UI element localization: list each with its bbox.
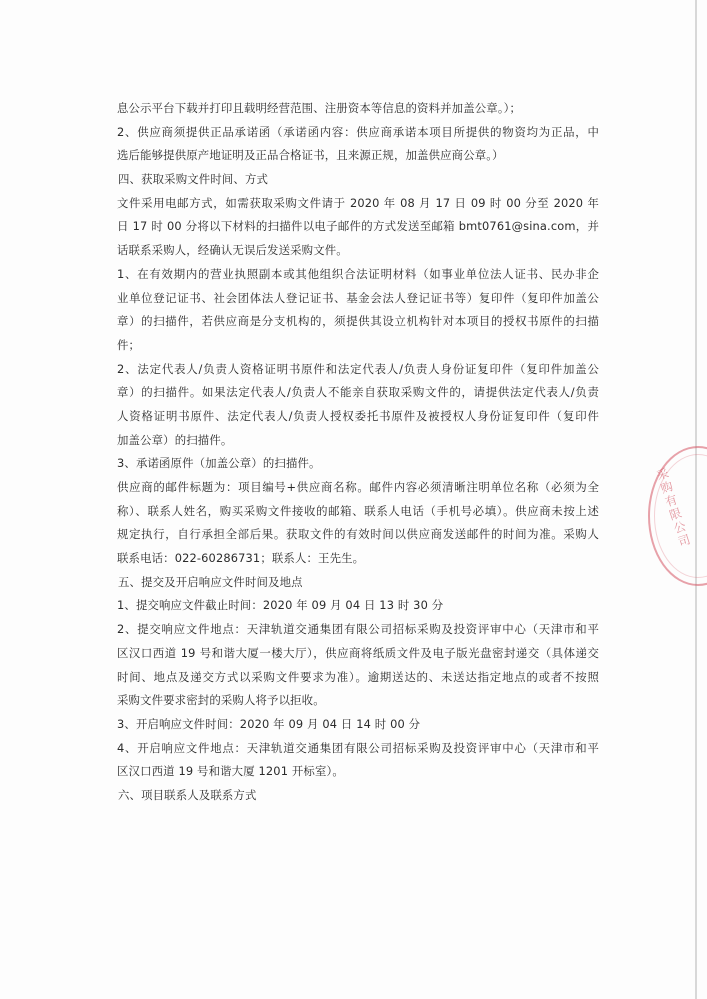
text-line: 区汉口西道 19 号和谐大厦一楼大厅），供应商将纸质文件及电子版光盘密封递交（具体递交 (117, 645, 599, 660)
text-line: 3、承诺函原件（加盖公章）的扫描件。 (117, 456, 321, 471)
section-heading: 六、项目联系人及联系方式 (118, 787, 257, 802)
text-line: 区汉口西道 19 号和谐大厦 1201 开标室）。 (117, 764, 344, 779)
text-line: 章）的扫描件。如果法定代表人/负责人不能亲自获取采购文件的，请提供法定代表人/负责 (117, 385, 599, 400)
text-line: 话联系采购人，经确认无误后发送采购文件。 (117, 243, 348, 258)
text-line: 规定执行，自行承担全部后果。获取文件的有效时间以供应商发送邮件的时间为准。采购人 (117, 527, 599, 542)
text-line: 供应商的邮件标题为：项目编号+供应商名称。邮件内容必须清晰注明单位名称（必须为全 (117, 480, 599, 494)
text-line: 日 17 时 00 分将以下材料的扫描件以电子邮件的方式发送至邮箱 bmt0761@sina.com，并 (117, 219, 599, 234)
section-heading: 五、提交及开启响应文件时间及地点 (118, 574, 303, 589)
text-line: 2、供应商须提供正品承诺函（承诺函内容：供应商承诺本项目所提供的物资均为正品，中 (117, 124, 599, 139)
text-line: 选后能够提供原产地证明及正品合格证书，且来源正规，加盖供应商公章。） (117, 148, 504, 163)
text-line: 1、提交响应文件截止时间：2020 年 09 月 04 日 13 时 30 分 (117, 598, 444, 613)
text-line: 文件采用电邮方式，如需获取采购文件请于 2020 年 08 月 17 日 09 时 00 分至 2020 年 (117, 195, 599, 210)
document-body (117, 97, 599, 808)
company-seal-stamp (648, 446, 707, 586)
text-line: 4、开启响应文件地点：天津轨道交通集团有限公司招标采购及投资评审中心（天津市和平 (117, 740, 599, 755)
text-line: 2、法定代表人/负责人资格证明书原件和法定代表人/负责人身份证复印件（复印件加盖公 (117, 361, 599, 376)
text-line: 1、在有效期内的营业执照副本或其他组织合法证明材料（如事业单位法人证书、民办非企 (117, 266, 599, 281)
text-line: 联系电话：022-60286731；联系人：王先生。 (117, 551, 365, 566)
text-line: 2、提交响应文件地点：天津轨道交通集团有限公司招标采购及投资评审中心（天津市和平 (117, 622, 599, 637)
text-line: 业单位登记证书、社会团体法人登记证书、基金会法人登记证书等）复印件（复印件加盖公 (117, 290, 599, 305)
text-line: 加盖公章）的扫描件。 (117, 432, 233, 447)
text-line: 息公示平台下载并打印且载明经营范围、注册资本等信息的资料并加盖公章。）； (117, 101, 522, 115)
section-heading: 四、获取采购文件时间、方式 (118, 172, 269, 187)
text-line: 称）、联系人姓名，购买采购文件接收的邮箱、联系人电话（手机号必填）。供应商未按上述 (117, 503, 599, 518)
text-line: 3、开启响应文件时间：2020 年 09 月 04 日 14 时 00 分 (117, 716, 421, 731)
text-line: 人资格证明书原件、法定代表人/负责人授权委托书原件及被授权人身份证复印件（复印件 (117, 408, 599, 423)
text-line: 采购文件要求密封的采购人将予以拒收。 (117, 693, 325, 708)
seal-text: 采购有限公司 (653, 466, 693, 551)
text-line: 时间、地点及递交方式以采购文件要求为准）。逾期送达的、未送达指定地点的或者不按照 (117, 669, 599, 684)
text-line: 章）的扫描件，若供应商是分支机构的，须提供其设立机构针对本项目的授权书原件的扫描 (117, 314, 599, 329)
text-line: 件； (117, 337, 141, 352)
